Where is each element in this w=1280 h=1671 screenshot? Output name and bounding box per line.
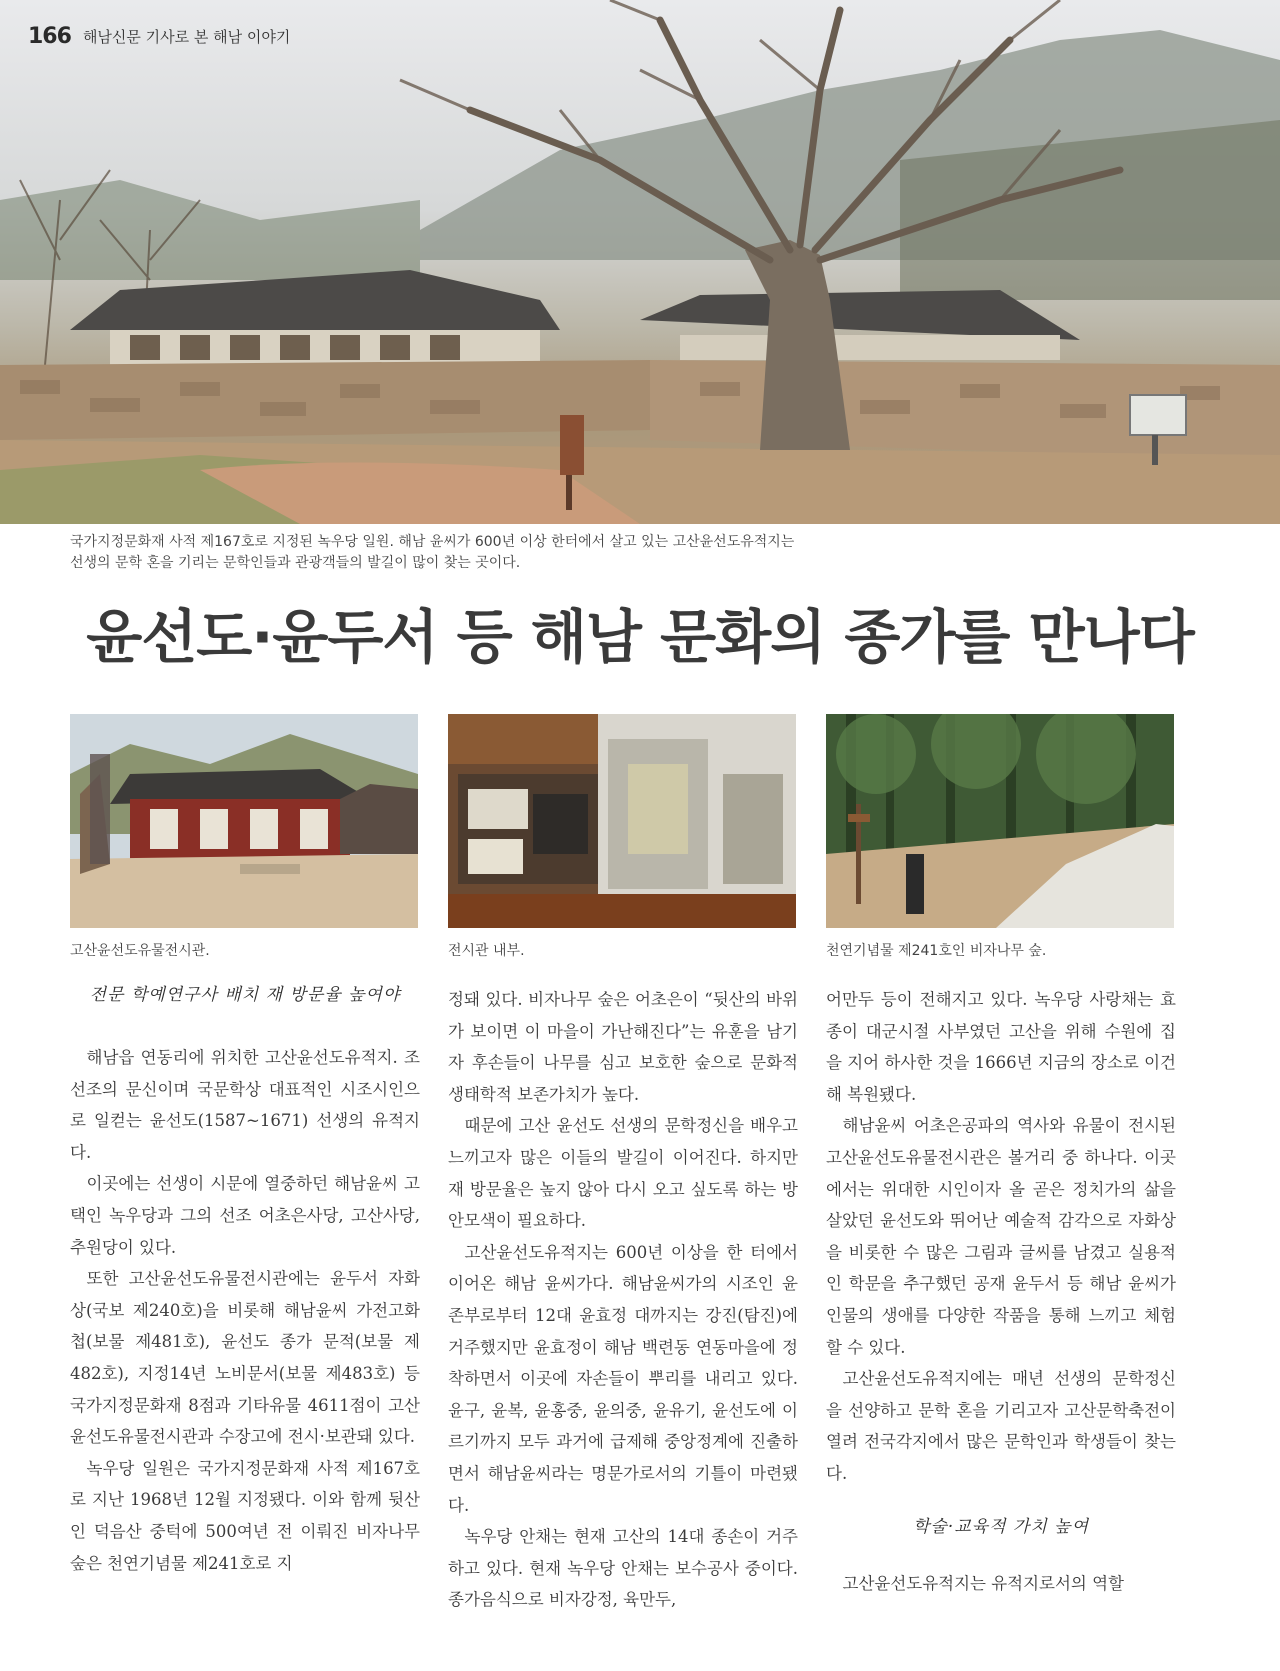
paragraph: 해남읍 연동리에 위치한 고산윤선도유적지. 조선조의 문신이며 국문학상 대표적인 시조시인으로 일컫는 윤선도(1587~1671) 선생의 유적지다.	[70, 1048, 420, 1162]
paragraph: 녹우당 일원은 국가지정문화재 사적 제167호로 지난 1968년 12월 지정됐다. 이와 함께 뒷산인 덕음산 중턱에 500여년 전 이뤄진 비자나무 숲은 천연기념물 제241호로 지	[70, 1458, 420, 1573]
photo-forest-illustration	[826, 714, 1174, 928]
book-title: 해남신문 기사로 본 해남 이야기	[82, 27, 291, 46]
photo-nutmeg-forest	[826, 714, 1174, 928]
photo-caption: 전시관 내부.	[448, 943, 525, 959]
subhead: 학술·교육적 가치 높여	[912, 1516, 1089, 1537]
hero-caption	[70, 532, 1070, 574]
photo-museum-exterior	[70, 714, 418, 928]
article-column-3	[826, 984, 1176, 1599]
page-number: 166	[28, 23, 71, 49]
photo-caption: 천연기념물 제241호인 비자나무 숲.	[826, 943, 1047, 959]
paragraph: 녹우당 안채는 현재 고산의 14대 종손이 거주하고 있다. 현재 녹우당 안채는 보수공사 중이다. 종가음식으로 비자강정, 육만두,	[448, 1527, 798, 1610]
paragraph: 어만두 등이 전해지고 있다. 녹우당 사랑채는 효종이 대군시절 사부였던 고산을 위해 수원에 집을 지어 하사한 것을 1666년 지금의 장소로 이건해 복원됐다.	[826, 990, 1176, 1104]
paragraph: 이곳에는 선생이 시문에 열중하던 해남윤씨 고택인 녹우당과 그의 선조 어초은사당, 고산사당, 추원당이 있다.	[70, 1174, 420, 1257]
paragraph: 또한 고산윤선도유물전시관에는 윤두서 자화상(국보 제240호)을 비롯해 해남윤씨 가전고화첩(보물 제481호), 윤선도 종가 문적(보물 제482호), 지정14년 노비문서(보물 제483호) 등 국가지정문화재 8점과 기타유물 4611점이 고산윤선도유물전시관과 수장고에 전시·보관돼 있다.	[70, 1269, 420, 1447]
hero-caption-line: 국가지정문화재 사적 제167호로 지정된 녹우당 일원. 해남 윤씨가 600년 이상 한터에서 살고 있는 고산윤선도유적지는	[70, 534, 795, 550]
article-column-1	[70, 980, 420, 1579]
hero-caption-line: 선생의 문학 혼을 기리는 문학인들과 관광객들의 발길이 많이 찾는 곳이다.	[70, 555, 521, 571]
photo-museum-illustration	[70, 714, 418, 928]
paragraph: 고산윤선도유적지에는 매년 선생의 문학정신을 선양하고 문학 혼을 기리고자 고산문학축전이 열려 전국각지에서 많은 문학인과 학생들이 찾는다.	[826, 1369, 1176, 1483]
paragraph: 정돼 있다. 비자나무 숲은 어초은이 “뒷산의 바위가 보이면 이 마을이 가난해진다”는 유훈을 남기자 후손들이 나무를 심고 보호한 숲으로 문화적 생태학적 보존가치가 높다.	[448, 990, 798, 1104]
photo-caption: 고산윤선도유물전시관.	[70, 943, 210, 959]
paragraph: 고산윤선도유적지는 600년 이상을 한 터에서 이어온 해남 윤씨가다. 해남윤씨가의 시조인 윤존부로부터 12대 윤효정 대까지는 강진(탐진)에 거주했지만 윤효정이 해남 백련동 연동마을에 정착하면서 이곳에 자손들이 뿌리를 내리고 있다. 윤구, 윤복, 윤홍중, 윤의중, 윤유기, 윤선도에 이르기까지 모두 과거에 급제해 중앙정계에 진출하면서 해남윤씨라는 명문가로서의 기틀이 마련됐다.	[448, 1242, 798, 1515]
headline: 윤선도·윤두서 등 해남 문화의 종가를 만나다	[86, 603, 1194, 671]
hero-photo	[0, 0, 1280, 524]
paragraph: 해남윤씨 어초은공파의 역사와 유물이 전시된 고산윤선도유물전시관은 볼거리 중 하나다. 이곳에서는 위대한 시인이자 올 곧은 정치가의 삶을 살았던 윤선도와 뛰어난 예술적 감각으로 자화상을 비롯한 수 많은 그림과 글씨를 남겼고 실용적인 학문을 추구했던 공재 윤두서 등 해남 윤씨가 인물의 생애를 다양한 작품을 통해 느끼고 체험할 수 있다.	[826, 1116, 1176, 1357]
paragraph: 때문에 고산 윤선도 선생의 문학정신을 배우고 느끼고자 많은 이들의 발길이 이어진다. 하지만 재 방문율은 높지 않아 다시 오고 싶도록 하는 방안모색이 필요하다.	[448, 1116, 798, 1231]
page-header	[28, 22, 290, 50]
hero-photo-illustration	[0, 0, 1280, 524]
paragraph: 고산윤선도유적지는 유적지로서의 역할	[842, 1573, 1124, 1593]
article-column-2	[448, 984, 798, 1616]
photo-museum-interior	[448, 714, 796, 928]
subhead: 전문 학예연구사 배치 재 방문율 높여야	[89, 985, 401, 1005]
photo-interior-illustration	[448, 714, 796, 928]
